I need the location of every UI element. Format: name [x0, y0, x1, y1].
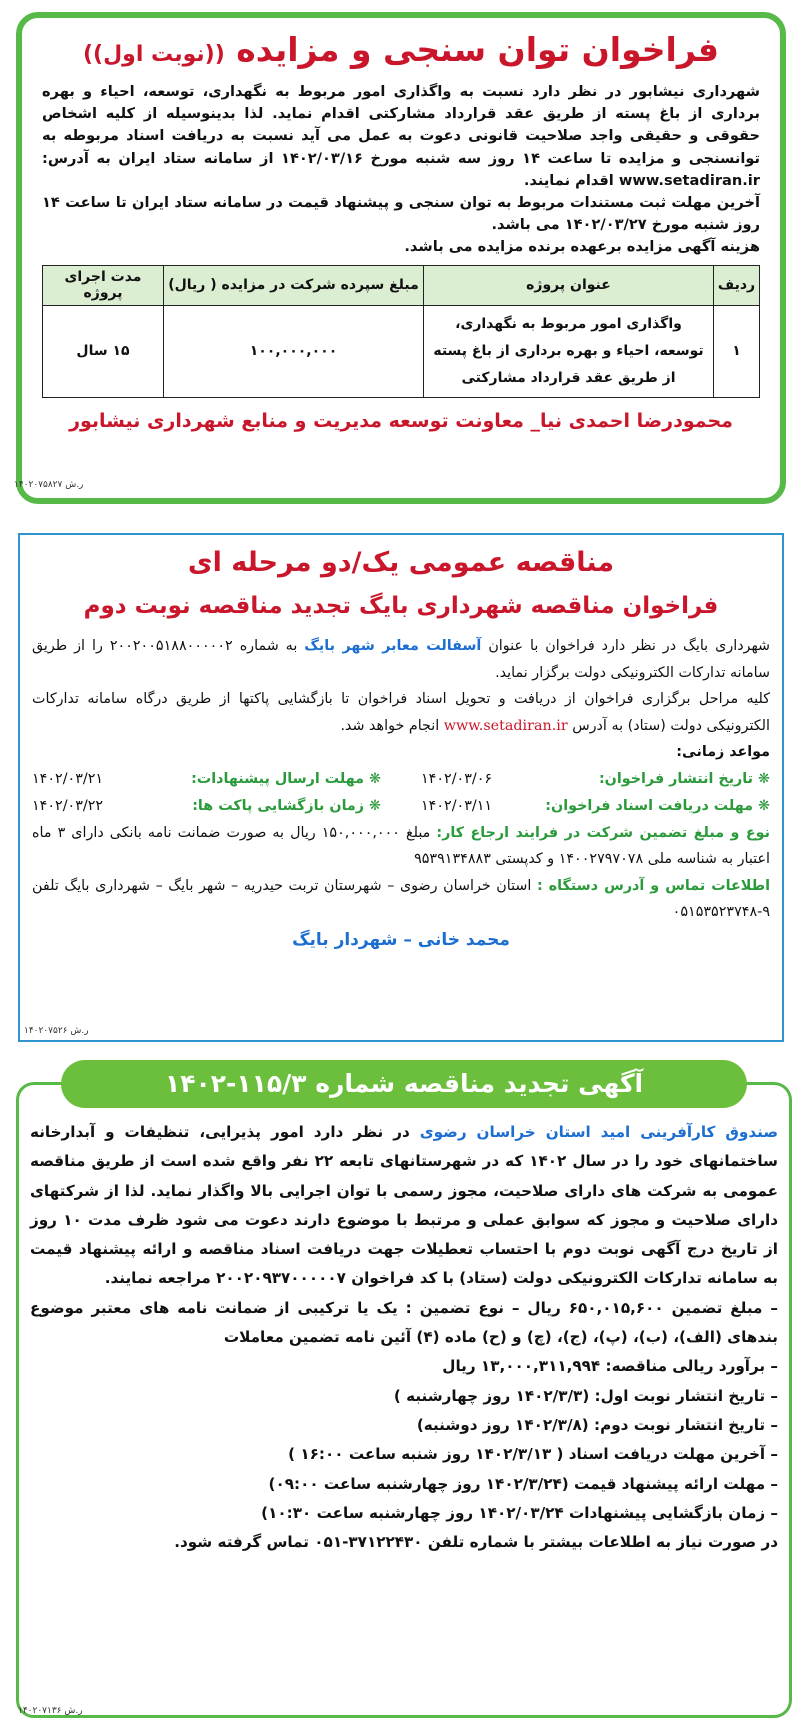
ad3-item: – زمان بازگشایی پیشنهادات ۱۴۰۲/۰۳/۲۴ روز چهارشنبه ساعت ۱۰:۳۰): [261, 1503, 778, 1522]
header-project-title: عنوان پروژه: [424, 265, 714, 305]
schedule-value: ۱۴۰۲/۰۳/۰۶: [421, 770, 493, 787]
ad2-procedure-b: انجام خواهد شد.: [340, 717, 440, 734]
ad1-project-table: [42, 265, 760, 398]
ad2-project-name: آسفالت معابر شهر بایگ: [304, 638, 482, 654]
ad2-title-1: مناقصه عمومی یک/دو مرحله ای: [187, 547, 615, 578]
bayg-tender-ad: [18, 533, 784, 1042]
ad2-code: ۱۴۰۲۰۷۵۲۶ ر.ش: [24, 1026, 89, 1036]
schedule-item: [421, 766, 770, 793]
ad2-contact-text: استان خراسان رضوی – شهرستان تربت حیدریه – شهر بایگ – شهرداری بایگ تلفن ۹-۰۵۱۵۳۵۲۳۷۴۸: [32, 877, 770, 920]
schedule-item: [421, 793, 770, 820]
neyshabur-auction-ad: [16, 12, 786, 504]
schedule-label: ❋ تاریخ انتشار فراخوان:: [598, 770, 770, 787]
ad3-item: – تاریخ انتشار نوبت دوم: (۱۴۰۲/۳/۸ روز دوشنبه): [416, 1415, 778, 1434]
ad1-paragraph-2: آخرین مهلت ثبت مستندات مربوط به توان سنجی و پیشنهاد قیمت در سامانه ستاد ایران تا ساعت ۱۴ روز شنبه مورخ ۱۴۰۲/۰۳/۲۷ می باشد.: [42, 194, 760, 234]
ad1-body: [42, 81, 760, 259]
ad2-signer: محمد خانی – شهردار بایگ: [292, 929, 510, 950]
header-project-duration: مدت اجرای پروژه: [43, 265, 164, 305]
ad3-code: ۱۴۰۲۰۷۱۳۶ ر.ش: [18, 1706, 83, 1716]
ad3-item: – مهلت ارائه پیشنهاد قیمت (۱۴۰۲/۳/۲۴ روز چهارشنبه ساعت ۰۹:۰۰): [268, 1474, 778, 1493]
header-deposit-amount: مبلغ سپرده شرکت در مزایده ( ریال): [164, 265, 424, 305]
ad3-item: – آخرین مهلت دریافت اسناد ( ۱۴۰۲/۳/۱۳ روز شنبه ساعت ۱۶:۰۰ ): [288, 1445, 778, 1464]
omid-fund-tender-ad: [16, 1060, 792, 1720]
ad2-site-link[interactable]: www.setadiran.ir: [443, 717, 568, 734]
schedule-value: ۱۴۰۲/۰۳/۲۲: [32, 797, 104, 814]
schedule-label: ❋ مهلت ارسال پیشنهادات:: [191, 770, 381, 787]
ad3-organization: صندوق کارآفرینی امید استان خراسان رضوی: [419, 1123, 778, 1141]
ad3-paragraph: در نظر دارد امور پذیرایی، تنظیفات و آبدارخانه ساختمانهای خود را در سال ۱۴۰۲ که در شهرستانهای تابعه ۲۲ نفر واقع شده است از طریق مناقصه عمومی به شرکت های دارای صلاحیت، مجوز رسمی با توان اجرایی بالا واگذار نماید. لذا از شرکتهای دارای صلاحیت و مجوز که سوابق عملی و مرتبط با موضوع دارند دعوت می شود ظرف مدت ۱۰ روز از تاریخ درج آگهی نوبت دوم با احتساب تعطیلات جهت دریافت اسناد مناقصه و ارائه پیشنهاد قیمت به سامانه تدارکات الکترونیکی دولت (ستاد) با کد فراخوان ۲۰۰۲۰۹۳۷۰۰۰۰۰۷ مراجعه نمایند.: [30, 1123, 778, 1288]
schedule-value: ۱۴۰۲/۰۳/۱۱: [421, 797, 493, 814]
schedule-value: ۱۴۰۲/۰۳/۲۱: [32, 770, 104, 787]
ad2-guarantee-label: نوع و مبلغ تضمین شرکت در فرایند ارجاع کار:: [436, 824, 771, 841]
ad1-title: [42, 28, 760, 77]
ad3-item: – برآورد ریالی مناقصه: ۱۳,۰۰۰,۳۱۱,۹۹۴ ریال: [442, 1357, 778, 1376]
ad2-intro-b: به شماره ۲۰۰۲۰۰۵۱۸۸۰۰۰۰۰۲ را از طریق سامانه تدارکات الکترونیکی دولت برگزار نماید.: [32, 638, 770, 681]
ad2-schedule: [32, 766, 770, 820]
ad3-banner: آگهی تجدید مناقصه شماره ۱۱۵/۳-۱۴۰۲: [61, 1060, 747, 1108]
schedule-item: [32, 766, 381, 793]
ad3-item: – تاریخ انتشار نوبت اول: (۱۴۰۲/۳/۳ روز چهارشنبه ): [393, 1386, 778, 1405]
ad2-guarantee-text: مبلغ ۱۵۰,۰۰۰,۰۰۰ ریال به صورت ضمانت نامه بانکی دارای ۳ ماه اعتبار به شناسه ملی ۱۴۰۰۲۷۹۷۰۷۸ و کدپستی ۹۵۳۹۱۳۴۸۸۳: [32, 824, 770, 867]
ad1-title-suffix: ((نوبت اول)): [82, 42, 225, 67]
ad2-guarantee: [32, 820, 770, 873]
ad2-intro-a: شهرداری بایگ در نظر دارد فراخوان با عنوان: [488, 638, 771, 654]
ad1-signer: محمودرضا احمدی نیا_ معاونت توسعه مدیریت و منابع شهرداری نیشابور: [69, 409, 733, 432]
header-row-number: ردیف: [714, 265, 760, 305]
ad2-schedule-heading: مواعد زمانی:: [676, 744, 770, 760]
ad3-footer: در صورت نیاز به اطلاعات بیشتر با شماره تلفن ۳۷۱۲۲۴۳۰-۰۵۱ تماس گرفته شود.: [174, 1533, 778, 1552]
cell-deposit-amount: ۱۰۰,۰۰۰,۰۰۰: [164, 305, 424, 397]
schedule-item: [32, 793, 381, 820]
ad2-contact-label: اطلاعات تماس و آدرس دستگاه :: [536, 877, 770, 894]
ad2-procedure-a: کلیه مراحل برگزاری فراخوان از دریافت و تحویل اسناد فراخوان تا بازگشایی پاکتها از طریق درگاه سامانه تدارکات الکترونیکی دولت (ستاد) به آدرس: [32, 691, 770, 734]
ad2-procedure: [32, 686, 770, 739]
cell-project-title: واگذاری امور مربوط به نگهداری، توسعه، احیاء و بهره برداری از باغ پسته از طریق عقد قرارداد مشارکتی: [424, 305, 714, 397]
ad1-title-text: فراخوان توان سنجی و مزایده: [236, 30, 720, 69]
cell-project-duration: ۱۵ سال: [43, 305, 164, 397]
ad3-body: [30, 1118, 778, 1557]
ad2-title-2: فراخوان مناقصه شهرداری بایگ تجدید مناقصه نوبت دوم: [83, 593, 719, 619]
cell-row-number: ۱: [714, 305, 760, 397]
ad2-intro: [32, 633, 770, 686]
ad1-paragraph-3: هزینه آگهی مزایده برعهده برنده مزایده می باشد.: [404, 238, 760, 256]
ad3-guarantee-line: – مبلغ تضمین ۶۵۰,۰۱۵,۶۰۰ ریال – نوع تضمین : یک یا ترکیبی از ضمانت نامه های معتبر موضوع بندهای (الف)، (ب)، (پ)، (ج)، (چ) و (ح) ماده (۴) آئین نامه تضمین معاملات: [30, 1298, 778, 1347]
schedule-label: ❋ مهلت دریافت اسناد فراخوان:: [545, 797, 770, 814]
table-header-row: [43, 265, 760, 305]
ad2-contact: [32, 873, 770, 926]
ad1-paragraph-1: شهرداری نیشابور در نظر دارد نسبت به واگذاری امور مربوط به نگهداری، توسعه، احیاء و بهره برداری از باغ پسته از طریق عقد قرارداد مشارکتی اقدام نماید. لذا بدینوسیله از کلیه اشخاص حقوقی و حقیقی واجد صلاحیت قانونی دعوت به عمل می آید نسبت به دریافت اسناد مربوطه به توانسنجی و مزایده تا ساعت ۱۴ روز سه شنبه مورخ ۱۴۰۲/۰۳/۱۶ از سامانه ستاد ایران به آدرس: www.setadiran.ir اقدام نمایند.: [42, 83, 760, 189]
ad1-code: ۱۴۰۲۰۷۵۸۲۷ ر.ش: [14, 480, 84, 490]
schedule-label: ❋ زمان بازگشایی پاکت ها:: [192, 797, 381, 814]
table-row: [43, 305, 760, 397]
